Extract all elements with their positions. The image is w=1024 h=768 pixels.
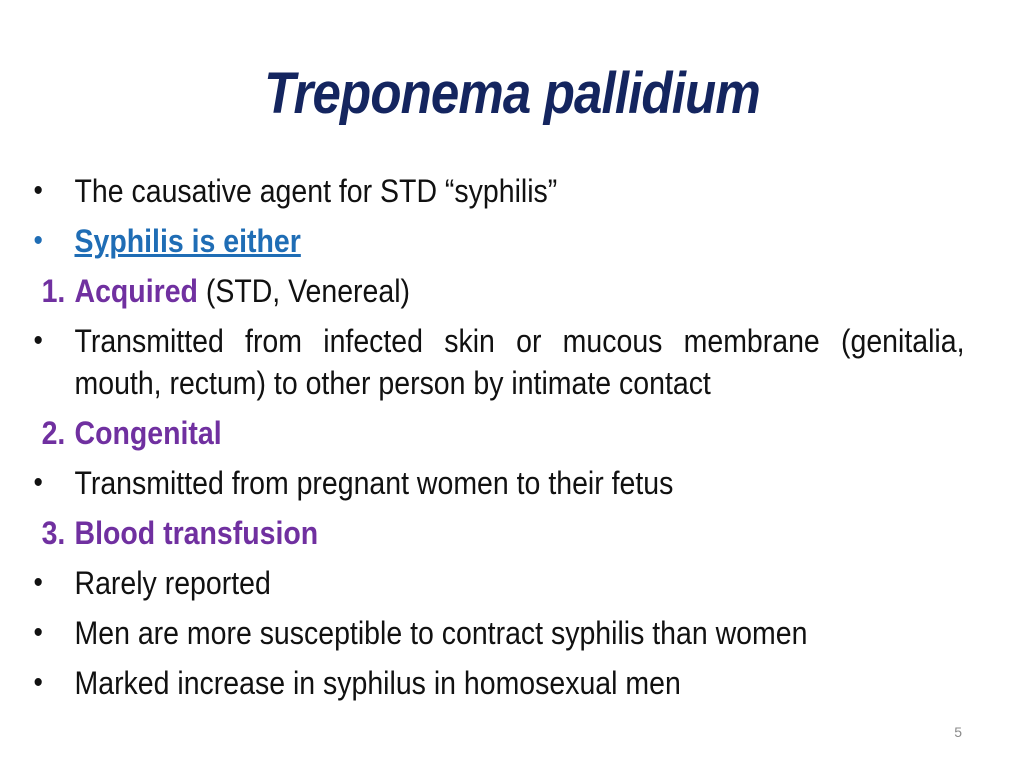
numbered-item: [30, 408, 973, 458]
bullet-text: Transmitted from pregnant women to their fetus: [74, 465, 674, 501]
bullet-text: Transmitted from infected skin or mucous membrane (genitalia, mouth, rectum) to other person by intimate contact: [74, 323, 965, 401]
numbered-heading: Congenital: [74, 415, 222, 451]
bullet-marker: •: [33, 466, 43, 499]
numbered-item: [30, 266, 973, 316]
bullet-marker: •: [33, 174, 43, 207]
numbered-detail: (STD, Venereal): [197, 273, 411, 309]
bullet-marker: •: [33, 224, 43, 257]
item-number: 3.: [41, 515, 66, 551]
bullet-item: [30, 166, 973, 216]
page-number: 5: [954, 724, 962, 740]
bullet-text: The causative agent for STD “syphilis”: [74, 173, 558, 209]
bullet-item: [30, 458, 973, 508]
bullet-text: Men are more susceptible to contract syphilis than women: [74, 615, 808, 651]
bullet-item: [30, 608, 973, 658]
slide-body: [30, 166, 973, 708]
syphilis-types-link[interactable]: Syphilis is either: [74, 223, 301, 259]
bullet-marker: •: [33, 566, 43, 599]
slide-title: Treponema pallidium: [264, 61, 760, 126]
bullet-item: [30, 316, 965, 408]
bullet-item: [30, 658, 973, 708]
item-number: 2.: [41, 415, 66, 451]
bullet-marker: •: [33, 324, 43, 357]
item-number: 1.: [41, 273, 66, 309]
bullet-item: [30, 558, 973, 608]
bullet-marker: •: [33, 616, 43, 649]
bullet-marker: •: [33, 666, 43, 699]
numbered-heading: Blood transfusion: [74, 515, 319, 551]
bullet-text: Marked increase in syphilus in homosexual men: [74, 665, 681, 701]
bullet-text: Rarely reported: [74, 565, 271, 601]
numbered-item: [30, 508, 973, 558]
numbered-heading: Acquired: [74, 273, 198, 309]
bullet-item: [30, 216, 973, 266]
